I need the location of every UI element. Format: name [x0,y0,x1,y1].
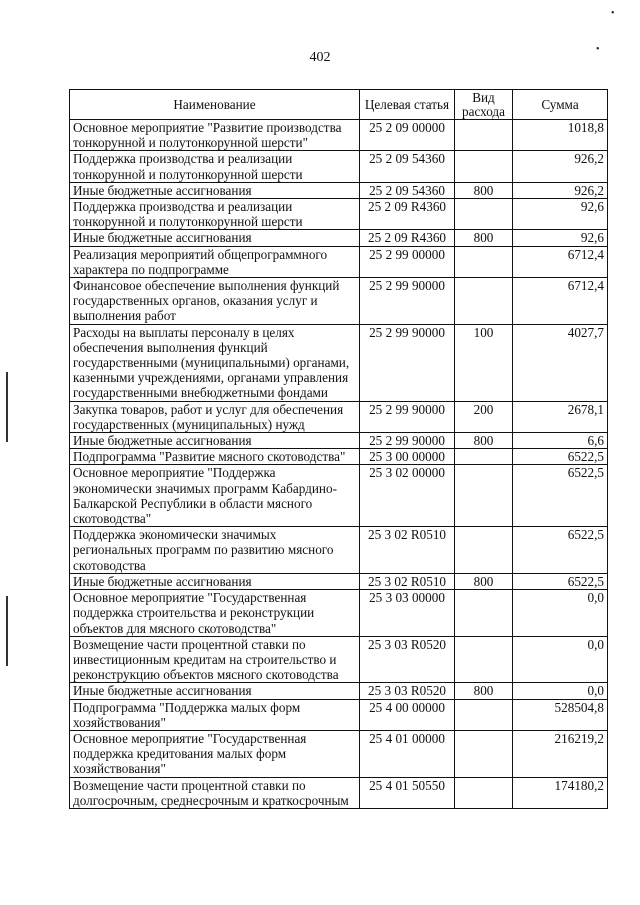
row-name-cell: Иные бюджетные ассигнования [70,230,360,246]
row-sum-cell: 926,2 [513,182,608,198]
row-type-cell [455,730,513,777]
row-sum-cell: 92,6 [513,199,608,230]
row-sum-cell: 6522,5 [513,573,608,589]
row-name-cell: Закупка товаров, работ и услуг для обеспечения государственных (муниципальных) нужд [70,401,360,432]
column-header-code: Целевая статья [360,90,455,120]
column-header-name: Наименование [70,90,360,120]
row-sum-cell: 6522,5 [513,527,608,574]
table-row [70,449,608,465]
table-row [70,246,608,277]
table-row [70,182,608,198]
row-sum-cell: 0,0 [513,683,608,699]
row-code-cell: 25 2 99 90000 [360,401,455,432]
row-type-cell [455,699,513,730]
row-code-cell: 25 2 99 90000 [360,433,455,449]
row-type-cell [455,246,513,277]
table-row [70,573,608,589]
table-row [70,278,608,325]
row-code-cell: 25 3 03 R0520 [360,683,455,699]
row-type-cell: 800 [455,683,513,699]
row-type-cell [455,449,513,465]
scan-edge-mark [6,372,8,442]
row-type-cell [455,120,513,151]
row-type-cell [455,151,513,182]
row-sum-cell: 6522,5 [513,465,608,527]
row-type-cell: 100 [455,324,513,401]
row-name-cell: Подпрограмма "Развитие мясного скотоводства" [70,449,360,465]
row-sum-cell: 2678,1 [513,401,608,432]
row-type-cell [455,527,513,574]
table-row [70,324,608,401]
row-name-cell: Иные бюджетные ассигнования [70,182,360,198]
table-row [70,120,608,151]
row-sum-cell: 6712,4 [513,246,608,277]
row-name-cell: Основное мероприятие "Государственная поддержка кредитования малых форм хозяйствования" [70,730,360,777]
row-sum-cell: 926,2 [513,151,608,182]
row-name-cell: Иные бюджетные ассигнования [70,683,360,699]
row-type-cell [455,199,513,230]
column-header-type: Вид расхода [455,90,513,120]
scan-edge-mark [6,596,8,666]
row-type-cell [455,278,513,325]
row-code-cell: 25 2 09 00000 [360,120,455,151]
row-type-cell: 800 [455,230,513,246]
row-type-cell [455,465,513,527]
row-code-cell: 25 2 09 54360 [360,182,455,198]
row-name-cell: Финансовое обеспечение выполнения функций государственных органов, оказания услуг и выполнения работ [70,278,360,325]
row-sum-cell: 6712,4 [513,278,608,325]
row-name-cell: Поддержка производства и реализации тонкорунной и полутонкорунной шерсти [70,199,360,230]
table-row [70,683,608,699]
row-name-cell: Основное мероприятие "Поддержка экономически значимых программ Кабардино-Балкарской Республики в области мясного скотоводства" [70,465,360,527]
row-code-cell: 25 2 99 90000 [360,324,455,401]
row-code-cell: 25 3 03 00000 [360,590,455,637]
row-code-cell: 25 4 00 00000 [360,699,455,730]
row-code-cell: 25 3 00 00000 [360,449,455,465]
table-body [70,120,608,809]
row-sum-cell: 216219,2 [513,730,608,777]
row-type-cell [455,636,513,683]
row-code-cell: 25 2 09 R4360 [360,199,455,230]
row-name-cell: Иные бюджетные ассигнования [70,573,360,589]
table-row [70,401,608,432]
table-row [70,527,608,574]
row-sum-cell: 4027,7 [513,324,608,401]
row-code-cell: 25 4 01 50550 [360,777,455,808]
row-name-cell: Подпрограмма "Поддержка малых форм хозяйствования" [70,699,360,730]
scan-mark: • [596,44,600,55]
table-row [70,151,608,182]
table-row [70,777,608,808]
row-name-cell: Поддержка производства и реализации тонкорунной и полутонкорунной шерсти [70,151,360,182]
row-name-cell: Основное мероприятие "Развитие производства тонкорунной и полутонкорунной шерсти" [70,120,360,151]
table-row [70,730,608,777]
row-code-cell: 25 4 01 00000 [360,730,455,777]
row-name-cell: Реализация мероприятий общепрограммного характера по подпрограмме [70,246,360,277]
row-code-cell: 25 3 02 R0510 [360,527,455,574]
row-code-cell: 25 2 99 90000 [360,278,455,325]
table-row [70,699,608,730]
table-row [70,465,608,527]
row-sum-cell: 528504,8 [513,699,608,730]
row-type-cell: 800 [455,573,513,589]
row-name-cell: Расходы на выплаты персоналу в целях обеспечения выполнения функций государственными (муниципальными) органами, казенными учреждениями, органами управления государственными внебюджетными фондами [70,324,360,401]
scan-mark: • [611,8,615,19]
row-code-cell: 25 2 99 00000 [360,246,455,277]
row-name-cell: Иные бюджетные ассигнования [70,433,360,449]
row-type-cell [455,777,513,808]
table-row [70,590,608,637]
table-header-row [70,90,608,120]
row-sum-cell: 0,0 [513,590,608,637]
table-row [70,636,608,683]
row-type-cell: 200 [455,401,513,432]
column-header-sum: Сумма [513,90,608,120]
row-sum-cell: 92,6 [513,230,608,246]
row-type-cell: 800 [455,182,513,198]
row-code-cell: 25 3 02 R0510 [360,573,455,589]
row-sum-cell: 6522,5 [513,449,608,465]
budget-table [69,89,608,809]
table-row [70,433,608,449]
row-name-cell: Возмещение части процентной ставки по долгосрочным, среднесрочным и краткосрочным [70,777,360,808]
row-code-cell: 25 3 03 R0520 [360,636,455,683]
row-sum-cell: 6,6 [513,433,608,449]
row-code-cell: 25 3 02 00000 [360,465,455,527]
row-sum-cell: 174180,2 [513,777,608,808]
row-code-cell: 25 2 09 R4360 [360,230,455,246]
row-code-cell: 25 2 09 54360 [360,151,455,182]
row-type-cell: 800 [455,433,513,449]
table-row [70,199,608,230]
page-number: 402 [309,50,331,65]
row-name-cell: Возмещение части процентной ставки по инвестиционным кредитам на строительство и реконструкцию объектов мясного скотоводства [70,636,360,683]
row-name-cell: Основное мероприятие "Государственная поддержка строительства и реконструкции объектов для мясного скотоводства" [70,590,360,637]
table-row [70,230,608,246]
row-name-cell: Поддержка экономически значимых региональных программ по развитию мясного скотоводства [70,527,360,574]
row-sum-cell: 0,0 [513,636,608,683]
row-type-cell [455,590,513,637]
row-sum-cell: 1018,8 [513,120,608,151]
